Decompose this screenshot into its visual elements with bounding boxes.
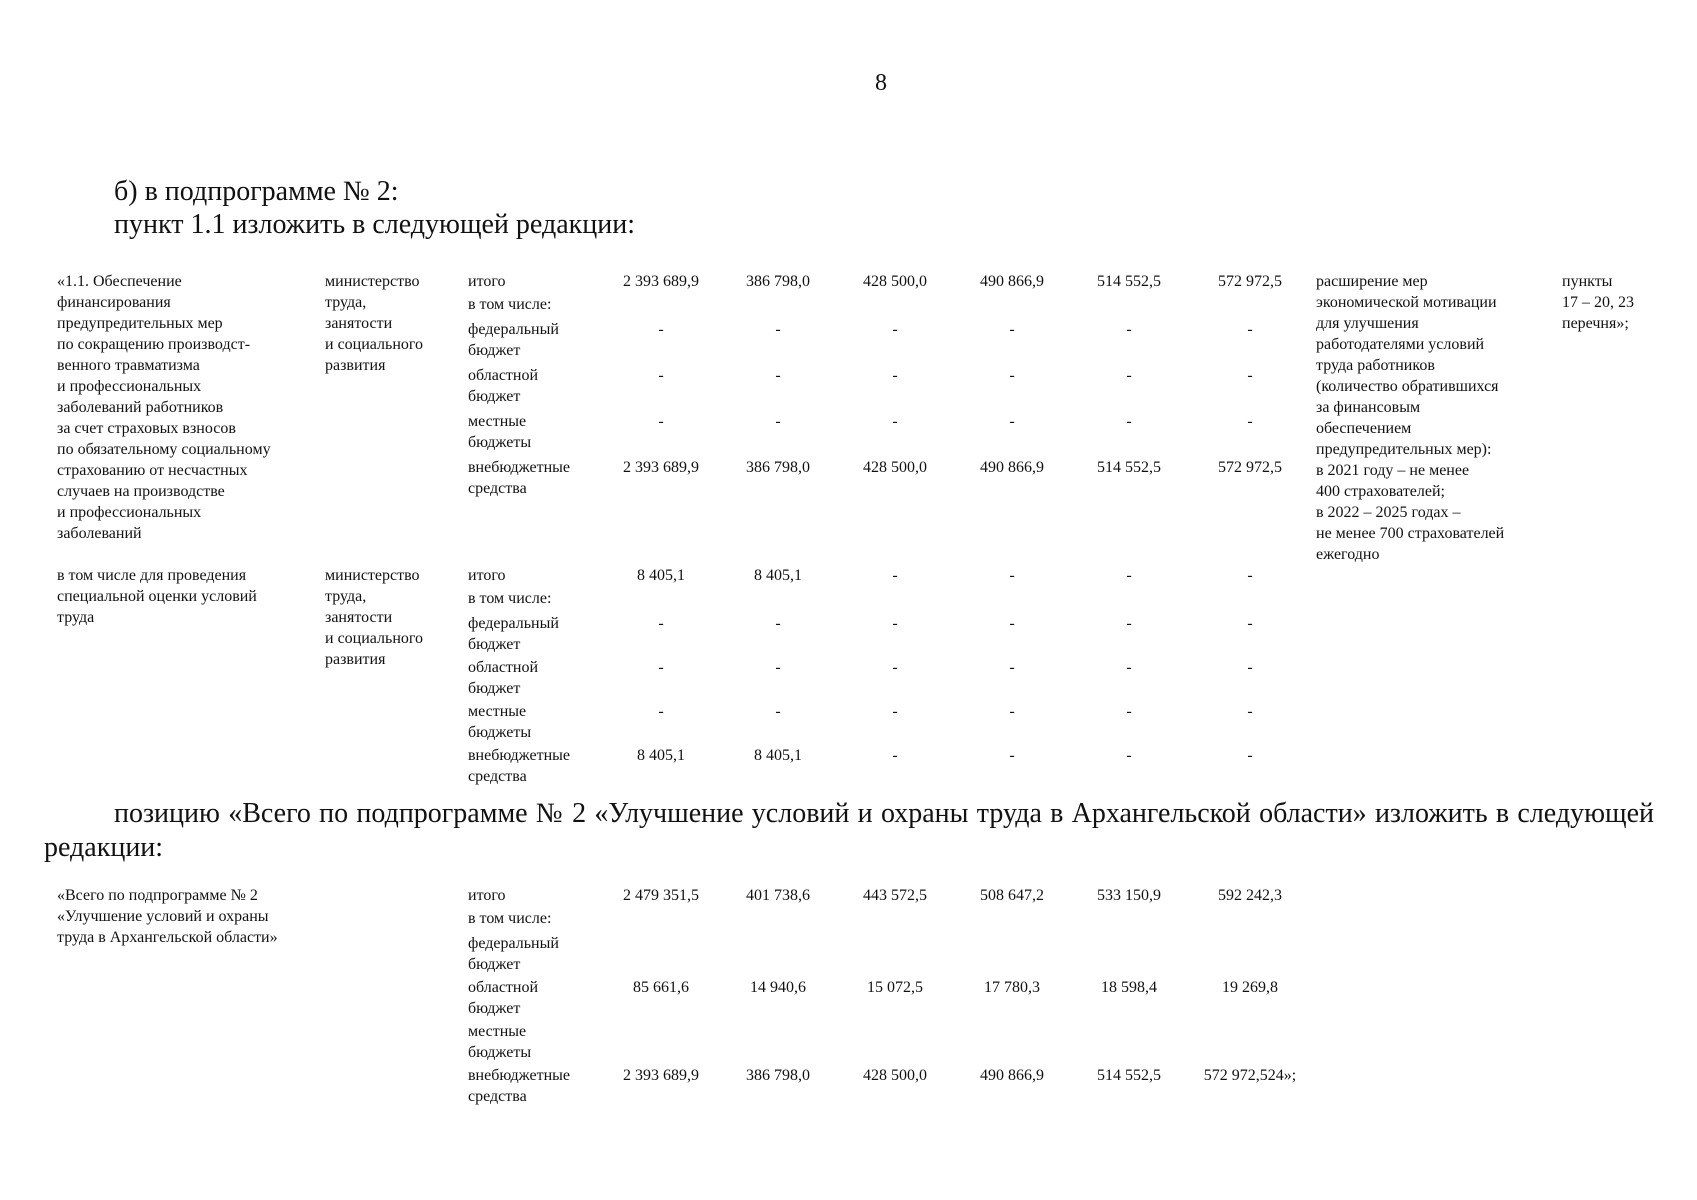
total-value-col1: 85 661,6 (633, 979, 689, 996)
row2-value-col6: - (1247, 659, 1253, 676)
row1-value-col1: 2 393 689,9 (623, 273, 699, 290)
row2-value-col5: - (1126, 615, 1132, 632)
total-value-col1: 2 393 689,9 (623, 1067, 699, 1084)
row1-source-label: областной бюджет (468, 367, 539, 405)
row2-value-col4: - (1009, 703, 1015, 720)
row1-value-col4: 490 866,9 (980, 459, 1044, 476)
row1-source-label: местные бюджеты (468, 413, 532, 451)
total-value-col4: 17 780,3 (984, 979, 1040, 996)
total-value-col3: 15 072,5 (867, 979, 923, 996)
total-value-col6: 19 269,8 (1222, 979, 1278, 996)
total-value-col6: 572 972,524»; (1203, 1067, 1297, 1084)
row2-value-col4: - (1009, 567, 1015, 584)
row2-name: в том числе для проведения специальной оценки условий труда (57, 567, 257, 626)
total-source-label: итого (468, 887, 506, 904)
row2-value-col5: - (1126, 703, 1132, 720)
row2-source-label: внебюджетные средства (468, 747, 570, 785)
row2-executor: министерство труда, занятости и социального развития (325, 567, 424, 668)
total-row-name: «Всего по подпрограмме № 2 «Улучшение условий и охраны труда в Архангельской области» (57, 887, 278, 946)
row1-value-col4: 490 866,9 (980, 273, 1044, 290)
row2-value-col4: - (1009, 615, 1015, 632)
row1-value-col1: - (658, 321, 664, 338)
row1-value-col2: - (775, 367, 781, 384)
row1-value-col3: 428 500,0 (863, 273, 927, 290)
total-value-col5: 18 598,4 (1101, 979, 1157, 996)
amendment-paragraph: позицию «Всего по подпрограмме № 2 «Улучшение условий и охраны труда в Архангельской области» изложить в следующей редакции: (44, 798, 1654, 863)
row1-value-col2: 386 798,0 (746, 273, 810, 290)
row1-value-col3: - (892, 413, 898, 430)
row1-source-label: итого (468, 273, 506, 290)
row1-value-col3: - (892, 321, 898, 338)
total-source-label: в том числе: (468, 910, 552, 927)
row2-source-label: итого (468, 567, 506, 584)
row2-value-col3: - (892, 703, 898, 720)
total-value-col1: 2 479 351,5 (623, 887, 699, 904)
total-value-col3: 443 572,5 (863, 887, 927, 904)
row2-value-col6: - (1247, 615, 1253, 632)
row2-value-col6: - (1247, 703, 1253, 720)
row1-source-label: федеральный бюджет (468, 321, 559, 359)
row2-value-col4: - (1009, 659, 1015, 676)
row2-value-col5: - (1126, 659, 1132, 676)
row2-value-col6: - (1247, 747, 1253, 764)
row1-value-col4: - (1009, 321, 1015, 338)
row2-value-col4: - (1009, 747, 1015, 764)
row1-value-col4: - (1009, 367, 1015, 384)
row1-source-label: внебюджетные средства (468, 459, 570, 497)
row2-value-col1: 8 405,1 (637, 747, 685, 764)
row2-value-col2: - (775, 615, 781, 632)
row2-value-col2: 8 405,1 (754, 567, 802, 584)
row1-value-col3: - (892, 367, 898, 384)
row2-source-label: местные бюджеты (468, 703, 532, 741)
heading-instruction: пункт 1.1 изложить в следующей редакции: (114, 209, 635, 240)
row1-value-col6: - (1247, 413, 1253, 430)
row1-value-col1: 2 393 689,9 (623, 459, 699, 476)
row1-value-col2: - (775, 321, 781, 338)
row2-value-col2: - (775, 703, 781, 720)
row1-result: расширение мер экономической мотивации для улучшения работодателями условий труда работников (количество обратившихся за финансовым обеспечением предупредительных мер): в 2021 году – не менее 400 страхователей; в 2022 – 2025 годах – не менее 700 страхователей ежегодно (1316, 273, 1505, 563)
row2-value-col3: - (892, 747, 898, 764)
row2-source-label: федеральный бюджет (468, 615, 559, 653)
row1-value-col6: - (1247, 321, 1253, 338)
row1-value-col4: - (1009, 413, 1015, 430)
row1-value-col3: 428 500,0 (863, 459, 927, 476)
total-value-col3: 428 500,0 (863, 1067, 927, 1084)
row1-value-col1: - (658, 413, 664, 430)
row2-value-col1: - (658, 615, 664, 632)
row1-value-col6: - (1247, 367, 1253, 384)
row2-value-col3: - (892, 659, 898, 676)
row2-source-label: в том числе: (468, 590, 552, 607)
row2-value-col1: - (658, 659, 664, 676)
row2-value-col6: - (1247, 567, 1253, 584)
total-source-label: областной бюджет (468, 979, 539, 1017)
total-source-label: федеральный бюджет (468, 935, 559, 973)
total-value-col5: 514 552,5 (1097, 1067, 1161, 1084)
row1-source-label: в том числе: (468, 296, 552, 313)
total-value-col5: 533 150,9 (1097, 887, 1161, 904)
row2-value-col3: - (892, 615, 898, 632)
row1-name: «1.1. Обеспечение финансирования предупредительных мер по сокращению производст- венного травматизма и профессиональных заболеваний работников за счет страховых взносов по обязательному социальному страхованию от несчастных случаев на производстве и профессиональных заболеваний (57, 273, 271, 542)
row1-value-col6: 572 972,5 (1218, 273, 1282, 290)
total-value-col2: 386 798,0 (746, 1067, 810, 1084)
row2-value-col1: 8 405,1 (637, 567, 685, 584)
row2-value-col3: - (892, 567, 898, 584)
row1-link: пункты 17 – 20, 23 перечня»; (1562, 273, 1634, 332)
row1-value-col6: 572 972,5 (1218, 459, 1282, 476)
total-value-col4: 490 866,9 (980, 1067, 1044, 1084)
total-value-col2: 14 940,6 (750, 979, 806, 996)
heading-subprogram: б) в подпрограмме № 2: (114, 176, 399, 207)
total-source-label: местные бюджеты (468, 1023, 532, 1061)
row1-value-col5: 514 552,5 (1097, 273, 1161, 290)
row1-value-col5: - (1126, 413, 1132, 430)
total-source-label: внебюджетные средства (468, 1067, 570, 1105)
row1-executor: министерство труда, занятости и социального развития (325, 273, 424, 374)
row2-value-col2: 8 405,1 (754, 747, 802, 764)
row1-value-col2: - (775, 413, 781, 430)
total-value-col2: 401 738,6 (746, 887, 810, 904)
row1-value-col5: - (1126, 321, 1132, 338)
row1-value-col5: 514 552,5 (1097, 459, 1161, 476)
row2-value-col5: - (1126, 567, 1132, 584)
row2-source-label: областной бюджет (468, 659, 539, 697)
row2-value-col5: - (1126, 747, 1132, 764)
page-number: 8 (875, 70, 887, 96)
row2-value-col2: - (775, 659, 781, 676)
row1-value-col2: 386 798,0 (746, 459, 810, 476)
row2-value-col1: - (658, 703, 664, 720)
total-value-col4: 508 647,2 (980, 887, 1044, 904)
total-value-col6: 592 242,3 (1218, 887, 1282, 904)
row1-value-col1: - (658, 367, 664, 384)
row1-value-col5: - (1126, 367, 1132, 384)
